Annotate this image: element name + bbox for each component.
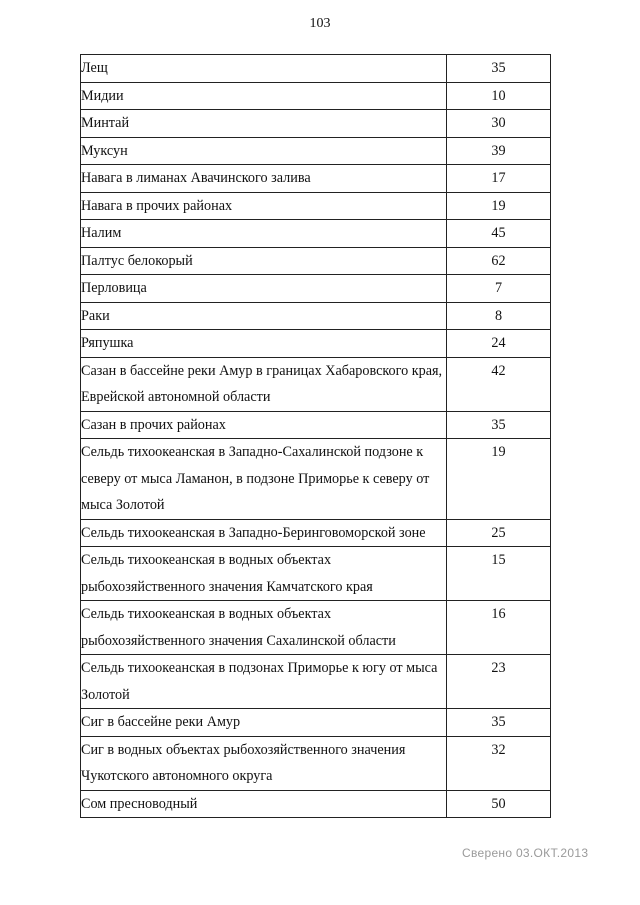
rate-value-cell: 24 — [447, 330, 551, 358]
rate-value-cell: 39 — [447, 137, 551, 165]
rate-value-cell: 35 — [447, 55, 551, 83]
species-name-cell: Сельдь тихоокеанская в Западно-Сахалинской подзоне к северу от мыса Ламанон, в подзоне Приморье к северу от мыса Золотой — [81, 439, 447, 520]
rate-value-cell: 17 — [447, 165, 551, 193]
species-name-cell: Сельдь тихоокеанская в Западно-Беринговоморской зоне — [81, 519, 447, 547]
rate-value-cell: 15 — [447, 547, 551, 601]
table-row — [81, 655, 551, 709]
species-name-cell: Навага в прочих районах — [81, 192, 447, 220]
species-name-cell: Муксун — [81, 137, 447, 165]
rate-value-cell: 42 — [447, 357, 551, 411]
rate-value-cell: 32 — [447, 736, 551, 790]
rate-value-cell: 23 — [447, 655, 551, 709]
rate-value-cell: 50 — [447, 790, 551, 818]
rate-value-cell: 8 — [447, 302, 551, 330]
table-row — [81, 357, 551, 411]
rate-value-cell: 25 — [447, 519, 551, 547]
rate-value-cell: 45 — [447, 220, 551, 248]
species-name-cell: Сиг в водных объектах рыбохозяйственного значения Чукотского автономного округа — [81, 736, 447, 790]
table-row — [81, 247, 551, 275]
species-name-cell: Налим — [81, 220, 447, 248]
species-name-cell: Лещ — [81, 55, 447, 83]
table-row — [81, 55, 551, 83]
table-row — [81, 790, 551, 818]
species-name-cell: Минтай — [81, 110, 447, 138]
table-row — [81, 547, 551, 601]
rate-value-cell: 19 — [447, 192, 551, 220]
species-name-cell: Раки — [81, 302, 447, 330]
species-name-cell: Сельдь тихоокеанская в подзонах Приморье к югу от мыса Золотой — [81, 655, 447, 709]
table-row — [81, 192, 551, 220]
table-row — [81, 411, 551, 439]
species-name-cell: Сельдь тихоокеанская в водных объектах рыбохозяйственного значения Сахалинской области — [81, 601, 447, 655]
rate-value-cell: 35 — [447, 709, 551, 737]
table-row — [81, 220, 551, 248]
table-row — [81, 110, 551, 138]
species-name-cell: Сом пресноводный — [81, 790, 447, 818]
table-row — [81, 302, 551, 330]
table-body — [81, 55, 551, 818]
verification-stamp: Сверено 03.ОКТ.2013 — [462, 846, 589, 860]
rate-value-cell: 30 — [447, 110, 551, 138]
rate-value-cell: 19 — [447, 439, 551, 520]
table-row — [81, 330, 551, 358]
species-name-cell: Палтус белокорый — [81, 247, 447, 275]
species-name-cell: Сельдь тихоокеанская в водных объектах рыбохозяйственного значения Камчатского края — [81, 547, 447, 601]
species-name-cell: Мидии — [81, 82, 447, 110]
species-name-cell: Навага в лиманах Авачинского залива — [81, 165, 447, 193]
species-name-cell: Сазан в бассейне реки Амур в границах Хабаровского края, Еврейской автономной области — [81, 357, 447, 411]
table-row — [81, 137, 551, 165]
table-row — [81, 736, 551, 790]
species-name-cell: Сиг в бассейне реки Амур — [81, 709, 447, 737]
table-row — [81, 275, 551, 303]
page-number: 103 — [309, 16, 331, 31]
species-name-cell: Ряпушка — [81, 330, 447, 358]
rate-value-cell: 7 — [447, 275, 551, 303]
rate-value-cell: 35 — [447, 411, 551, 439]
species-name-cell: Сазан в прочих районах — [81, 411, 447, 439]
species-name-cell: Перловица — [81, 275, 447, 303]
table-row — [81, 519, 551, 547]
rate-value-cell: 62 — [447, 247, 551, 275]
rate-value-cell: 16 — [447, 601, 551, 655]
table-row — [81, 439, 551, 520]
table-row — [81, 82, 551, 110]
rate-value-cell: 10 — [447, 82, 551, 110]
table-row — [81, 709, 551, 737]
table-row — [81, 601, 551, 655]
fish-rates-table — [80, 54, 551, 818]
table-row — [81, 165, 551, 193]
